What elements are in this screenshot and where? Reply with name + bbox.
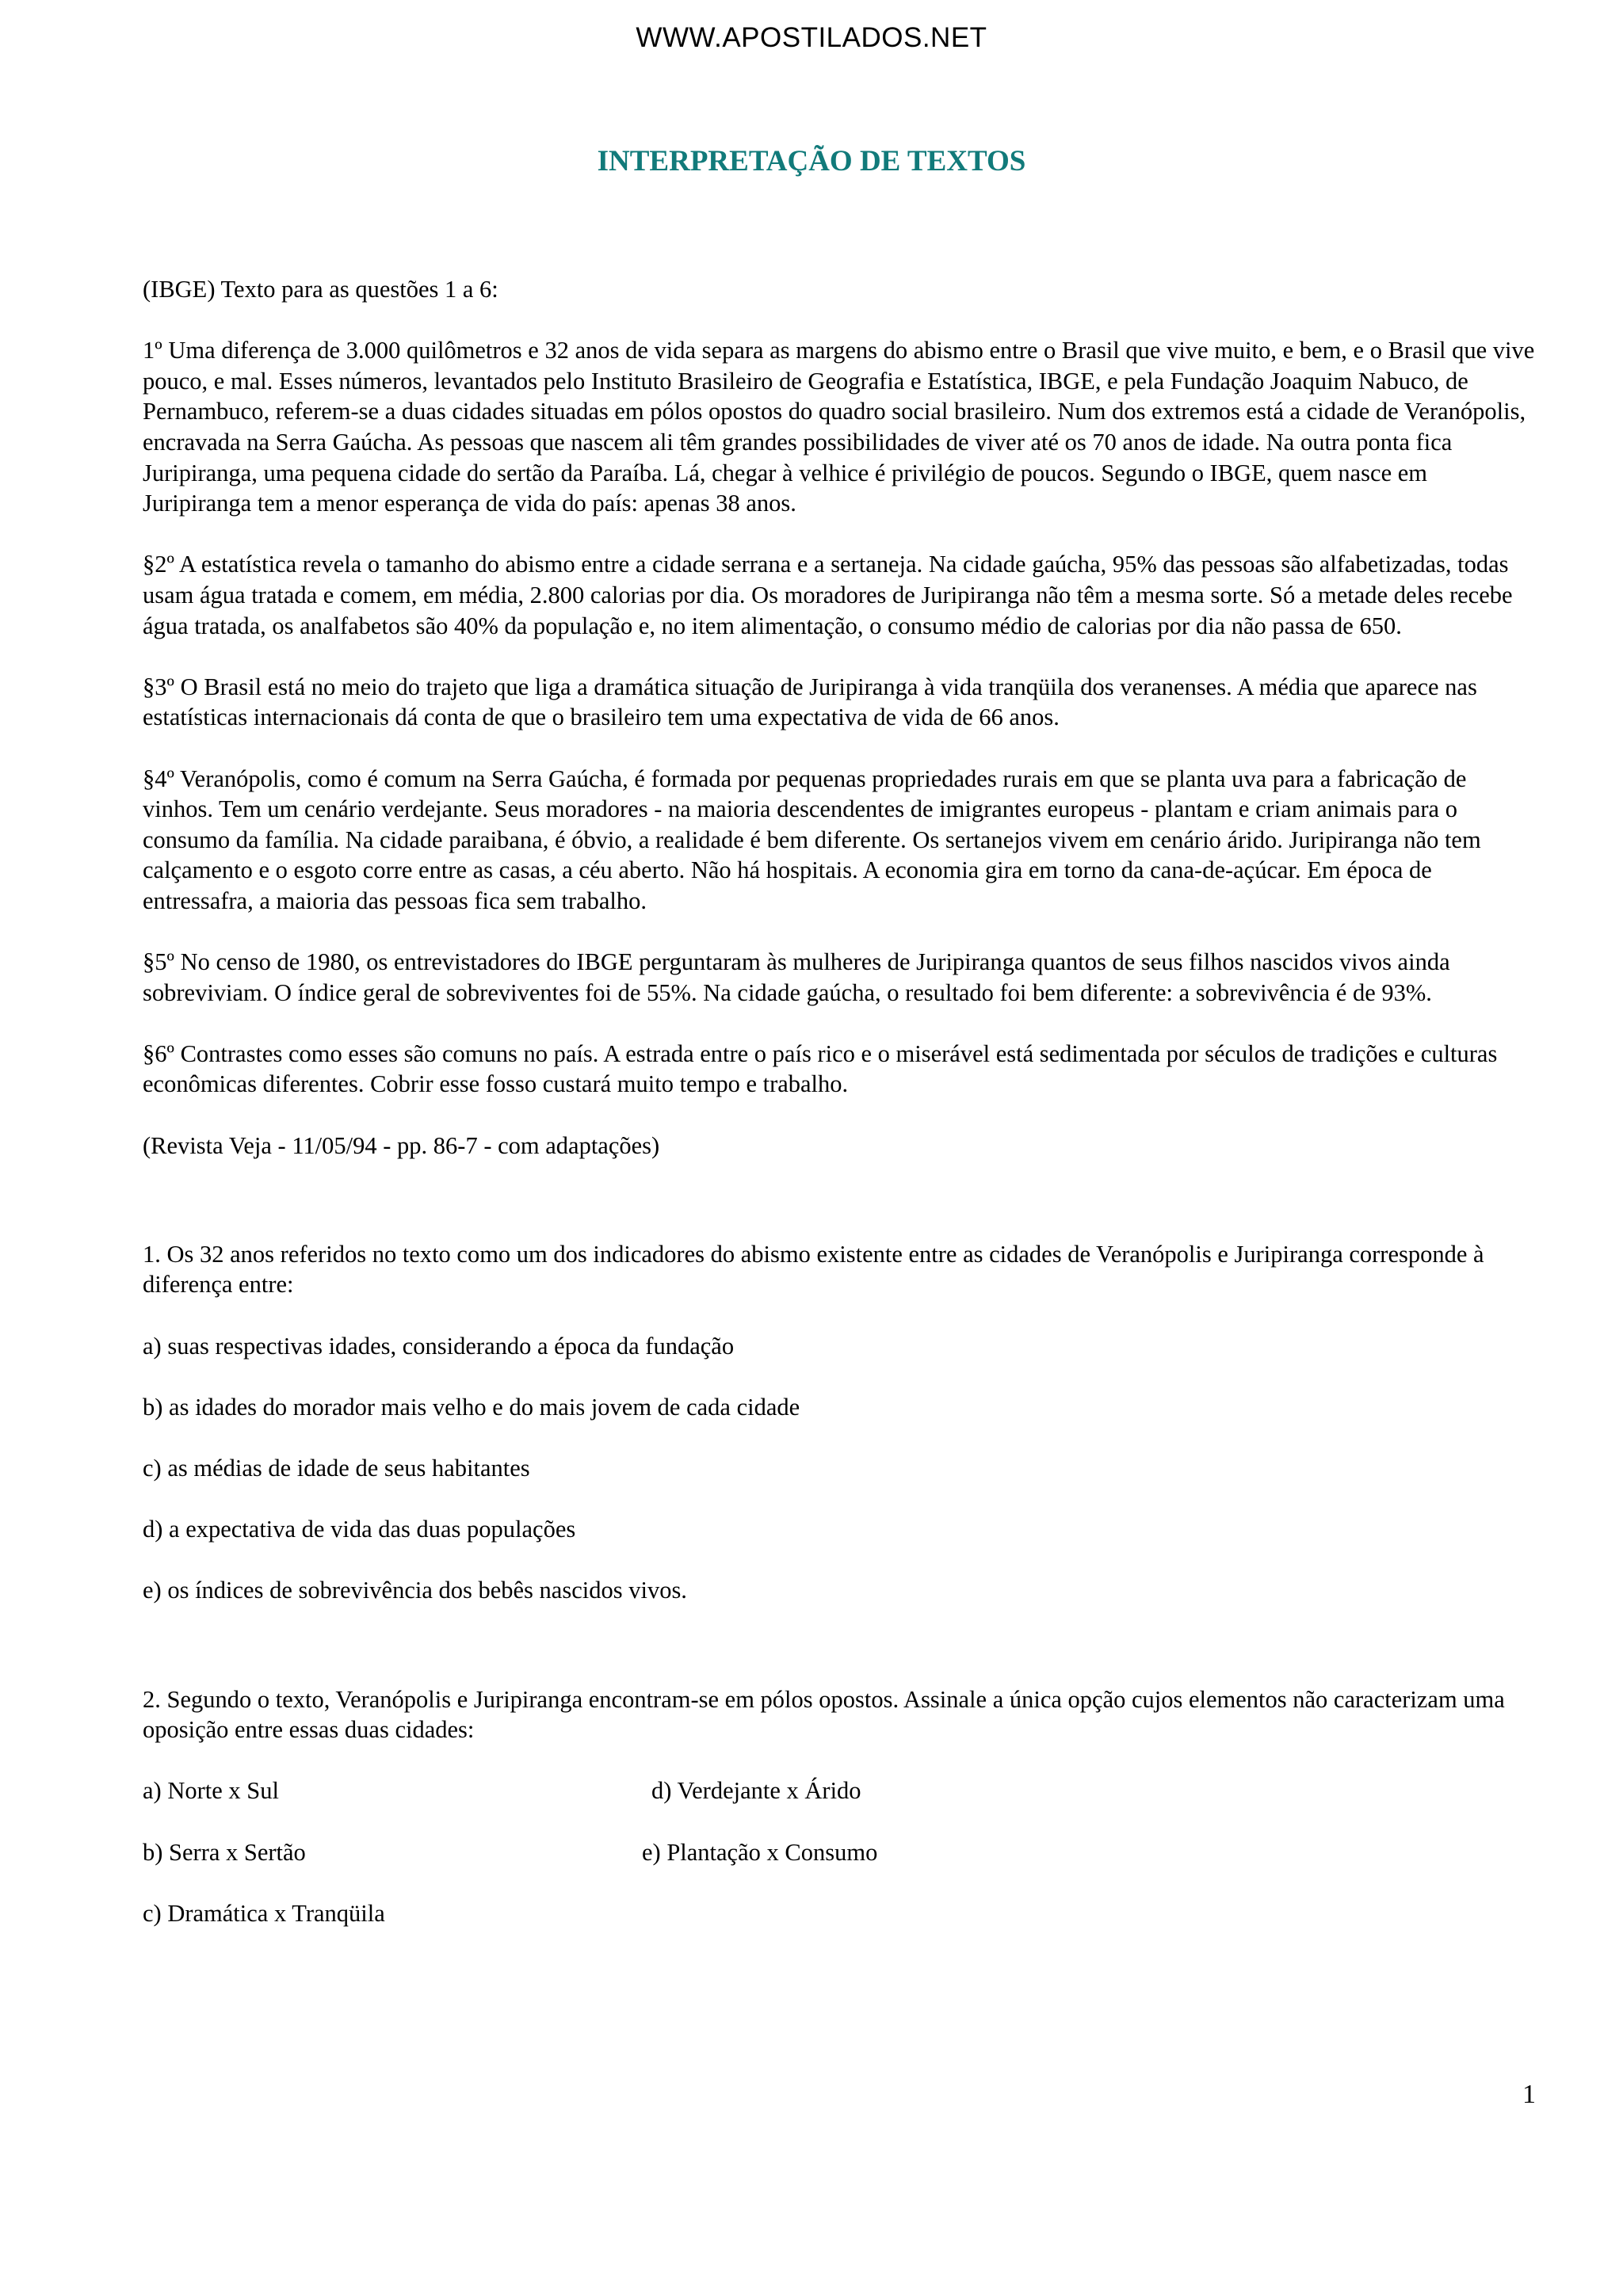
paragraph-1: 1º Uma diferença de 3.000 quilômetros e 32 anos de vida separa as margens do abismo entre o Brasil que vive muito, e bem, e o Brasil que vive pouco, e mal. Esses números, levantados pelo Instituto Brasileiro de Geografia e Estatística, IBGE, e pela Fundação Joaquim Nabuco, de Pernambuco, referem-se a duas cidades situadas em pólos opostos do quadro social brasileiro. Num dos extremos está a cidade de Veranópolis, encravada na Serra Gaúcha. As pessoas que nascem ali têm grandes possibilidades de viver até os 70 anos de idade. Na outra ponta fica Juripiranga, uma pequena cidade do sertão da Paraíba. Lá, chegar à velhice é privilégio de poucos. Segundo o IBGE, quem nasce em Juripiranga tem a menor esperança de vida do país: apenas 38 anos. [143, 337, 1535, 517]
question-1-option-e: e) os índices de sobrevivência dos bebês nascidos vivos. [143, 1577, 687, 1604]
site-header: WWW.APOSTILADOS.NET [636, 22, 987, 53]
question-2-option-a: a) Norte x Sul [143, 1777, 279, 1805]
question-2-options-row-2 [143, 1837, 1537, 1868]
paragraph-5: §5º No censo de 1980, os entrevistadores do IBGE perguntaram às mulheres de Juripiranga quantos de seus filhos nascidos vivos ainda sobreviviam. O índice geral de sobreviventes foi de 55%. Na cidade gaúcha, o resultado foi bem diferente: a sobrevivência é de 93%. [143, 948, 1450, 1006]
question-2-option-e: e) Plantação x Consumo [642, 1838, 878, 1866]
document-body [143, 274, 1537, 1959]
question-2-options-row-1 [143, 1775, 1537, 1806]
question-2-option-c: c) Dramática x Tranqüila [143, 1899, 385, 1927]
question-1: 1. Os 32 anos referidos no texto como um dos indicadores do abismo existente entre as cidades de Veranópolis e Juripiranga corresponde à diferença entre: [143, 1240, 1484, 1299]
question-1-option-b: b) as idades do morador mais velho e do mais jovem de cada cidade [143, 1393, 800, 1421]
question-1-option-c: c) as médias de idade de seus habitantes [143, 1454, 530, 1482]
document-title: INTERPRETAÇÃO DE TEXTOS [597, 145, 1026, 177]
question-2-options-row-3 [143, 1898, 1537, 1929]
question-1-option-a: a) suas respectivas idades, considerando a época da fundação [143, 1332, 735, 1360]
paragraph-4: §4º Veranópolis, como é comum na Serra Gaúcha, é formada por pequenas propriedades rurais em que se planta uva para a fabricação de vinhos. Tem um cenário verdejante. Seus moradores - na maioria descendentes de imigrantes europeus - plantam e criam animais para o consumo da família. Na cidade paraibana, é óbvio, a realidade é bem diferente. Os sertanejos vivem em cenário árido. Juripiranga não tem calçamento e o esgoto corre entre as casas, a céu aberto. Não há hospitais. A economia gira em torno da cana-de-açúcar. Em época de entressafra, a maioria das pessoas fica sem trabalho. [143, 765, 1481, 914]
spacer [143, 1637, 1537, 1684]
question-2-option-b: b) Serra x Sertão [143, 1838, 306, 1866]
paragraph-2: §2º A estatística revela o tamanho do abismo entre a cidade serrana e a sertaneja. Na cidade gaúcha, 95% das pessoas são alfabetizadas, todas usam água tratada e comem, em média, 2.800 calorias por dia. Os moradores de Juripiranga não têm a mesma sorte. Só a metade deles recebe água tratada, os analfabetos são 40% da população e, no item alimentação, o consumo médio de calorias por dia não passa de 650. [143, 551, 1513, 639]
question-2-option-d: d) Verdejante x Árido [651, 1777, 861, 1805]
paragraph-6: §6º Contrastes como esses são comuns no país. A estrada entre o país rico e o miserável está sedimentada por séculos de tradições e culturas econômicas diferentes. Cobrir esse fosso custará muito tempo e trabalho. [143, 1039, 1498, 1098]
question-2: 2. Segundo o texto, Veranópolis e Juripiranga encontram-se em pólos opostos. Assinale a única opção cujos elementos não caracterizam uma oposição entre essas duas cidades: [143, 1685, 1505, 1744]
paragraph-3: §3º O Brasil está no meio do trajeto que liga a dramática situação de Juripiranga à vida tranqüila dos veranenses. A média que aparece nas estatísticas internacionais dá conta de que o brasileiro tem uma expectativa de vida de 66 anos. [143, 673, 1477, 731]
source-citation: (Revista Veja - 11/05/94 - pp. 86-7 - com adaptações) [143, 1131, 660, 1159]
intro-text: (IBGE) Texto para as questões 1 a 6: [143, 276, 498, 303]
question-1-option-d: d) a expectativa de vida das duas populações [143, 1516, 576, 1543]
spacer [143, 1192, 1537, 1239]
page-number: 1 [1522, 2080, 1536, 2109]
